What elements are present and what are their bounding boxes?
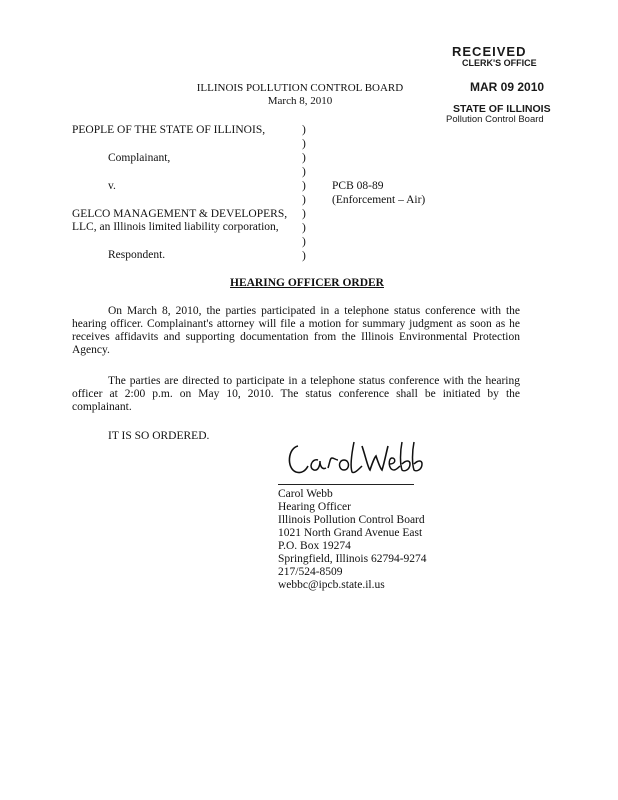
signer-address: 1021 North Grand Avenue East — [278, 527, 423, 539]
signer-title: Hearing Officer — [278, 501, 351, 513]
received-stamp-state: STATE OF ILLINOIS — [453, 103, 551, 115]
order-date: March 8, 2010 — [267, 95, 333, 107]
signature-line — [278, 484, 414, 485]
order-paragraph-2: The parties are directed to participate in a telephone status conference with the hearing officer at 2:00 p.m. on May 10, 2010. The status conference shall be initiated by the complainant. — [72, 375, 520, 413]
respondent-role: Respondent. — [108, 249, 166, 261]
received-stamp-title: RECEIVED — [452, 44, 527, 59]
caption-paren: ) — [302, 208, 306, 220]
caption-paren: ) — [302, 180, 306, 192]
signer-po-box: P.O. Box 19274 — [278, 540, 351, 552]
case-number: PCB 08-89 — [332, 180, 384, 192]
order-paragraph-1: On March 8, 2010, the parties participated in a telephone status conference with the hearing officer. Complainant's attorney will file a motion for summary judgment as soon as he receives affidavits and supporting documentation from the Illinois Environmental Protection Agency. — [72, 305, 520, 356]
signer-phone: 217/524-8509 — [278, 566, 343, 578]
complainant-name: PEOPLE OF THE STATE OF ILLINOIS, — [72, 124, 266, 136]
caption-paren: ) — [302, 152, 306, 164]
caption-paren: ) — [302, 194, 306, 206]
caption-paren: ) — [302, 138, 306, 150]
complainant-role: Complainant, — [108, 152, 171, 164]
caption-paren: ) — [302, 236, 306, 248]
closing-statement: IT IS SO ORDERED. — [108, 430, 210, 442]
caption-paren: ) — [302, 250, 306, 262]
board-name-heading: ILLINOIS POLLUTION CONTROL BOARD — [196, 82, 404, 94]
caption-paren: ) — [302, 222, 306, 234]
received-stamp-office: CLERK'S OFFICE — [462, 58, 537, 68]
signer-name: Carol Webb — [278, 488, 333, 500]
handwritten-signature — [284, 436, 434, 482]
respondent-name-line2: LLC, an Illinois limited liability corporation, — [72, 221, 279, 233]
caption-paren: ) — [302, 124, 306, 136]
caption-paren: ) — [302, 166, 306, 178]
order-title: HEARING OFFICER ORDER — [230, 277, 384, 289]
received-stamp-board: Pollution Control Board — [446, 114, 544, 125]
case-type: (Enforcement – Air) — [332, 194, 426, 206]
signer-city: Springfield, Illinois 62794-9274 — [278, 553, 427, 565]
signer-board: Illinois Pollution Control Board — [278, 514, 425, 526]
respondent-name-line1: GELCO MANAGEMENT & DEVELOPERS, — [72, 208, 288, 220]
signer-email: webbc@ipcb.state.il.us — [278, 579, 385, 591]
received-stamp-date: MAR 09 2010 — [470, 80, 545, 94]
versus-label: v. — [108, 180, 116, 192]
